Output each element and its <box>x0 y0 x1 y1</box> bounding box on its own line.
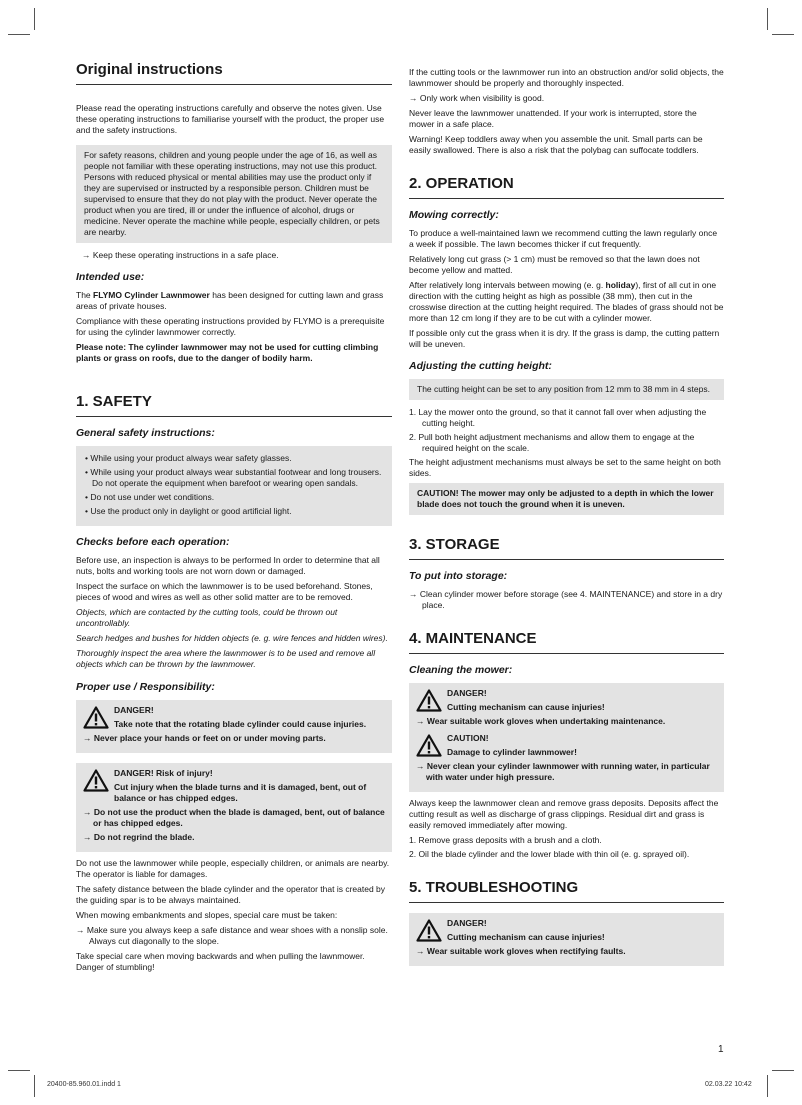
general-safety-box <box>76 446 392 526</box>
product-name: FLYMO Cylinder Lawnmower <box>93 290 210 300</box>
storage-heading: 3. STORAGE <box>409 535 724 560</box>
mowing-paragraph-2: Relatively long cut grass (> 1 cm) must be removed so that the lawn does not become yellow and matted. <box>409 254 700 275</box>
troubleshooting-heading: 5. TROUBLESHOOTING <box>409 878 724 903</box>
warning-title: DANGER! <box>447 688 487 698</box>
warning-triangle-icon <box>416 734 442 757</box>
crop-mark <box>8 1070 30 1071</box>
mowing-paragraph-3 <box>409 280 724 324</box>
crop-mark <box>34 1075 35 1097</box>
checks-italic-2: Search hedges and bushes for hidden objects (e. g. wire fences and hidden wires). <box>76 633 388 643</box>
page-number: 1 <box>718 1044 724 1055</box>
warning-triangle-icon <box>416 689 442 712</box>
checks-italic-1: Objects, which are contacted by the cutting tools, could be thrown out uncontrollably. <box>76 607 338 628</box>
mowing-heading: Mowing correctly: <box>409 209 499 221</box>
obstruction-paragraph: If the cutting tools or the lawnmower run into an obstruction and/or solid objects, the lawnmower should be properly and thoroughly inspected. <box>409 67 724 88</box>
intro-heading: Original instructions <box>76 60 392 85</box>
warning-header <box>83 768 385 804</box>
general-safety-list <box>84 453 384 517</box>
height-range-box: The cutting height can be set to any position from 12 mm to 38 mm in 4 steps. <box>409 379 724 400</box>
warning-header <box>83 705 385 730</box>
list-item: 2. Pull both height adjustment mechanisms and allow them to engage at the required height on the scale. <box>409 432 695 453</box>
operation-heading: 2. OPERATION <box>409 174 724 199</box>
troubleshooting-warning-box <box>409 913 724 966</box>
maintenance-steps <box>409 835 724 860</box>
crop-mark <box>767 8 768 30</box>
proper-paragraph-2: The safety distance between the blade cylinder and the operator that is created by the guiding spar is to be always maintained. <box>76 884 386 905</box>
proper-paragraph-3: When mowing embankments and slopes, special care must be taken: <box>76 910 338 920</box>
checks-italic-3: Thoroughly inspect the area where the lawnmower is to be used and remove all objects which can be thrown by the lawnmower. <box>76 648 376 669</box>
cleaning-heading: Cleaning the mower: <box>409 664 513 676</box>
caution-box: CAUTION! The mower may only be adjusted to a depth in which the lower blade does not touch the ground when it is uneven. <box>409 483 724 515</box>
list-item: • While using your product always wear safety glasses. <box>85 453 292 463</box>
warning-text: Damage to cylinder lawnmower! <box>447 747 577 757</box>
warning-text: Take note that the rotating blade cylinder could cause injuries. <box>114 719 367 729</box>
text-span: ), first of all cut in one direction with the cutting height as high as possible (38 mm), then cut in the crosswise direction at the cutting height required. The blades of grass should not be more than 12 cm long if they are to be cut with a cylinder mower. <box>409 280 724 323</box>
warning-title: DANGER! <box>114 705 154 715</box>
mowing-paragraph-4: If possible only cut the grass when it is dry. If the grass is damp, the cutting pattern will be uneven. <box>409 328 720 349</box>
warning-text: Cut injury when the blade turns and it is damaged, bent, out of balance or has chipped edges. <box>114 782 367 803</box>
list-item: • Do not use under wet conditions. <box>85 492 215 502</box>
warning-instruction: → Do not regrind the blade. <box>83 832 195 842</box>
storage-subheading: To put into storage: <box>409 570 508 582</box>
toddlers-warning: Warning! Keep toddlers away when you assemble the unit. Small parts can be easily swallowed. There is also a risk that the polybag can suffocate toddlers. <box>409 134 703 155</box>
visibility-instruction: → Only work when visibility is good. <box>409 93 545 103</box>
list-item: • Use the product only in daylight or good artificial light. <box>85 506 292 516</box>
list-item: • While using your product always wear substantial footwear and long trousers. Do not operate the equipment when barefoot or wearing open sandals. <box>85 467 382 488</box>
intended-use-paragraph <box>76 290 392 312</box>
checks-paragraph-2: Inspect the surface on which the lawnmower is to be used beforehand. Stones, pieces of wood and wires as well as other solid matter are to be removed. <box>76 581 373 602</box>
storage-instruction: → Clean cylinder mower before storage (see 4. MAINTENANCE) and store in a dry place. <box>409 589 723 610</box>
bold-term: holiday <box>605 280 636 290</box>
intended-use-heading: Intended use: <box>76 271 145 283</box>
warning-title: DANGER! Risk of injury! <box>114 768 213 778</box>
warning-instruction: → Never clean your cylinder lawnmower with running water, in particular with water under high pressure. <box>416 761 710 782</box>
left-column <box>76 60 392 977</box>
warning-header <box>416 918 717 943</box>
text-span: After relatively long intervals between mowing (e. g. <box>409 280 606 290</box>
maintenance-heading: 4. MAINTENANCE <box>409 629 724 654</box>
intro-paragraph: Please read the operating instructions carefully and observe the notes given. Use these operating instructions to familiarise yourself with the product, the proper use and the safety instructions. <box>76 103 385 135</box>
maintenance-paragraph: Always keep the lawnmower clean and remove grass deposits. Deposits affect the cutting result as well as discharge of grass clippings. Residual dirt and grass is easily removed immediately after mowing. <box>409 798 719 830</box>
crop-mark <box>34 8 35 30</box>
warning-instruction: → Never place your hands or feet on or under moving parts. <box>83 733 326 743</box>
intro-safety-box: For safety reasons, children and young people under the age of 16, as well as people not familiar with these operating instructions, may not use this product. Persons with reduced physical or mental abilities may use the product only if they are supervised or instructed by a responsible person. Children must be supervised to ensure that they do not play with the product. Never operate the product when you are tired, ill or under the influence of alcohol, drugs or medicine. Never operate the machine while people, especially children, or pets are nearby. <box>76 145 392 243</box>
warning-title: CAUTION! <box>447 733 489 743</box>
adjust-paragraph: The height adjustment mechanisms must always be set to the same height on both sides. <box>409 457 721 478</box>
intended-use-note: Please note: The cylinder lawnmower may not be used for cutting climbing plants or grass on roofs, due to the danger of bodily harm. <box>76 342 379 363</box>
maintenance-warning-box <box>409 683 724 792</box>
warning-header <box>416 733 717 758</box>
danger-box-2 <box>76 763 392 852</box>
crop-mark <box>772 34 794 35</box>
warning-triangle-icon <box>416 919 442 942</box>
footer-file-name: 20400-85.960.01.indd 1 <box>47 1081 121 1088</box>
slope-instruction: → Make sure you always keep a safe distance and wear shoes with a nonslip sole. Always cut diagonally to the slope. <box>76 925 388 946</box>
right-column <box>409 67 724 966</box>
unattended-paragraph: Never leave the lawnmower unattended. If your work is interrupted, store the mower in a safe place. <box>409 108 697 129</box>
footer-timestamp: 02.03.22 10:42 <box>705 1081 752 1088</box>
crop-mark <box>8 34 30 35</box>
warning-instruction: → Do not use the product when the blade is damaged, bent, out of balance or has chipped edges. <box>83 807 385 828</box>
checks-heading: Checks before each operation: <box>76 536 230 548</box>
safety-heading: 1. SAFETY <box>76 392 392 417</box>
proper-use-heading: Proper use / Responsibility: <box>76 681 215 693</box>
warning-title: DANGER! <box>447 918 487 928</box>
warning-text: Cutting mechanism can cause injuries! <box>447 932 605 942</box>
general-safety-heading: General safety instructions: <box>76 427 215 439</box>
adjust-steps <box>409 407 724 454</box>
list-item: 2. Oil the blade cylinder and the lower blade with thin oil (e. g. sprayed oil). <box>409 849 690 859</box>
text-span: has been designed for cutting lawn and grass areas of private houses. <box>76 290 384 311</box>
warning-text: Cutting mechanism can cause injuries! <box>447 702 605 712</box>
list-item: 1. Lay the mower onto the ground, so that it cannot fall over when adjusting the cutting height. <box>409 407 707 428</box>
crop-mark <box>767 1075 768 1097</box>
mowing-paragraph-1: To produce a well-maintained lawn we recommend cutting the lawn regularly once a week if possible. The lawn becomes thicker if cut frequently. <box>409 228 718 249</box>
warning-instruction: → Wear suitable work gloves when rectifying faults. <box>416 946 626 956</box>
warning-header <box>416 688 717 713</box>
danger-box-1 <box>76 700 392 753</box>
crop-mark <box>772 1070 794 1071</box>
checks-paragraph-1: Before use, an inspection is always to be performed In order to determine that all nuts, bolts and working tools are not worn down or damaged. <box>76 555 380 576</box>
warning-triangle-icon <box>83 706 109 729</box>
warning-instruction: → Wear suitable work gloves when undertaking maintenance. <box>416 716 666 726</box>
proper-paragraph-1: Do not use the lawnmower while people, especially children, or animals are nearby. The operator is liable for damages. <box>76 858 390 879</box>
keep-safe-note: → Keep these operating instructions in a safe place. <box>82 250 279 260</box>
compliance-paragraph: Compliance with these operating instructions provided by FLYMO is a prerequisite for using the cylinder lawnmower correctly. <box>76 316 385 337</box>
text-span: The <box>76 290 94 300</box>
proper-paragraph-4: Take special care when moving backwards and when pulling the lawnmower. Danger of stumbling! <box>76 951 365 972</box>
warning-triangle-icon <box>83 769 109 792</box>
adjust-height-heading: Adjusting the cutting height: <box>409 360 552 372</box>
list-item: 1. Remove grass deposits with a brush and a cloth. <box>409 835 602 845</box>
